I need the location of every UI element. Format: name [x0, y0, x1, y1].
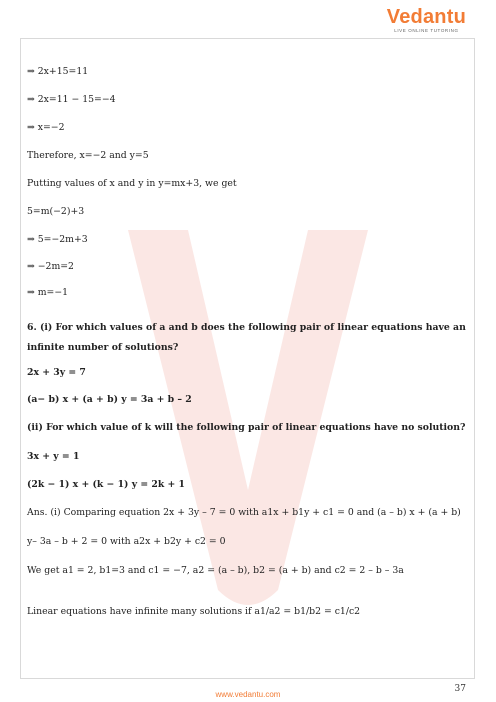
logo-tagline: LIVE ONLINE TUTORING — [394, 28, 459, 33]
step-line-5: Putting values of x and y in y=mx+3, we get — [27, 178, 237, 189]
step-line-9: ⇒ m=−1 — [27, 287, 69, 298]
step-line-2: ⇒ 2x=11 − 15=−4 — [27, 94, 116, 105]
vedantu-logo — [387, 6, 466, 33]
question-6-i-line-2: infinite number of solutions? — [27, 342, 179, 353]
page-number: 37 — [454, 684, 466, 694]
answer-line-1: Ans. (i) Comparing equation 2x + 3y – 7 = 0 with a1x + b1y + c1 = 0 and (a – b) x + (a + b) — [27, 507, 461, 518]
answer-line-3: We get a1 = 2, b1=3 and c1 = −7, a2 = (a – b), b2 = (a + b) and c2 = 2 – b – 3a — [27, 565, 404, 576]
step-line-8: ⇒ −2m=2 — [27, 261, 74, 272]
answer-line-4: Linear equations have infinite many solutions if a1/a2 = b1/b2 = c1/c2 — [27, 606, 361, 617]
step-line-7: ⇒ 5=−2m+3 — [27, 234, 88, 245]
equation-2: (a− b) x + (a + b) y = 3a + b – 2 — [27, 394, 192, 405]
logo-text: Vedantu — [386, 6, 466, 28]
step-line-1: ⇒ 2x+15=11 — [27, 66, 89, 77]
step-line-4: Therefore, x=−2 and y=5 — [27, 150, 149, 161]
question-6-i-line-1: 6. (i) For which values of a and b does the following pair of linear equations have an — [27, 322, 466, 333]
equation-1: 2x + 3y = 7 — [27, 367, 86, 378]
footer-url[interactable]: www.vedantu.com — [215, 690, 281, 699]
answer-line-2: y– 3a – b + 2 = 0 with a2x + b2y + c2 = 0 — [27, 536, 226, 547]
equation-4: (2k − 1) x + (k − 1) y = 2k + 1 — [27, 479, 185, 490]
equation-3: 3x + y = 1 — [27, 451, 80, 462]
question-6-ii: (ii) For which value of k will the following pair of linear equations have no solution? — [27, 422, 466, 433]
step-line-6: 5=m(−2)+3 — [27, 206, 85, 217]
step-line-3: ⇒ x=−2 — [27, 122, 65, 133]
